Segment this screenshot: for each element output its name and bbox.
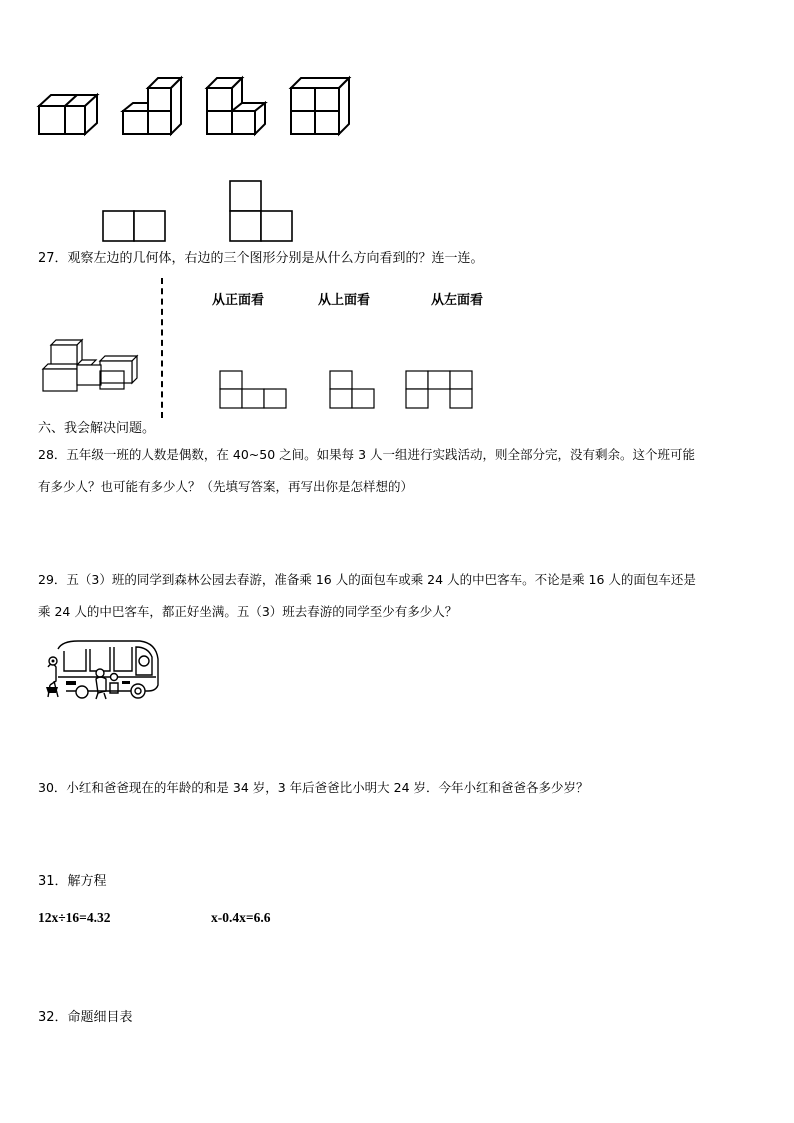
q31-equation-1: 12x÷16=4.32	[38, 910, 111, 925]
q29-line1: 29．五（3）班的同学到森林公园去春游，准备乘 16 人的面包车或乘 24 人的中巴客车。不论是乘 16 人的面包车还是	[38, 572, 696, 587]
view-label-top: 从上面看	[318, 293, 371, 308]
q31-title: 31．解方程	[38, 874, 107, 889]
cube-solid-4	[290, 76, 352, 138]
q27-solid-drawing	[42, 338, 142, 394]
section-6-title: 六、我会解决问题。	[38, 421, 156, 436]
bus-illustration	[44, 637, 162, 701]
q32-title: 32．命题细目表	[38, 1010, 133, 1025]
q31-equation-2: x-0.4x=6.6	[211, 910, 271, 925]
q29-line2: 乘 24 人的中巴客车，都正好坐满。五（3）班去春游的同学至少有多少人？	[38, 604, 458, 619]
view-shape-l-shape	[229, 180, 293, 242]
dashed-separator	[161, 278, 163, 418]
cube-solid-3	[206, 76, 268, 138]
q28-line2: 有多少人？也可能有多少人？（先填写答案，再写出你是怎样想的）	[38, 479, 414, 494]
q28-line1: 28．五年级一班的人数是偶数，在 40~50 之间。如果每 3 人一组进行实践活动，则全部分完，没有剩余。这个班可能	[38, 447, 696, 462]
view-figure-a	[219, 370, 289, 410]
view-figure-b	[329, 370, 377, 410]
view-label-front: 从正面看	[212, 293, 265, 308]
view-figure-c	[405, 370, 475, 410]
view-shape-two-squares	[102, 210, 166, 242]
q27-prompt: 27．观察左边的几何体，右边的三个图形分别是从什么方向看到的？连一连。	[38, 251, 484, 266]
q30-text: 30．小红和爸爸现在的年龄的和是 34 岁，3 年后爸爸比小明大 24 岁．今年小红和爸爸各多少岁？	[38, 780, 589, 795]
cube-solid-2	[122, 76, 184, 138]
cube-solid-1	[38, 92, 100, 138]
view-label-left: 从左面看	[431, 293, 484, 308]
